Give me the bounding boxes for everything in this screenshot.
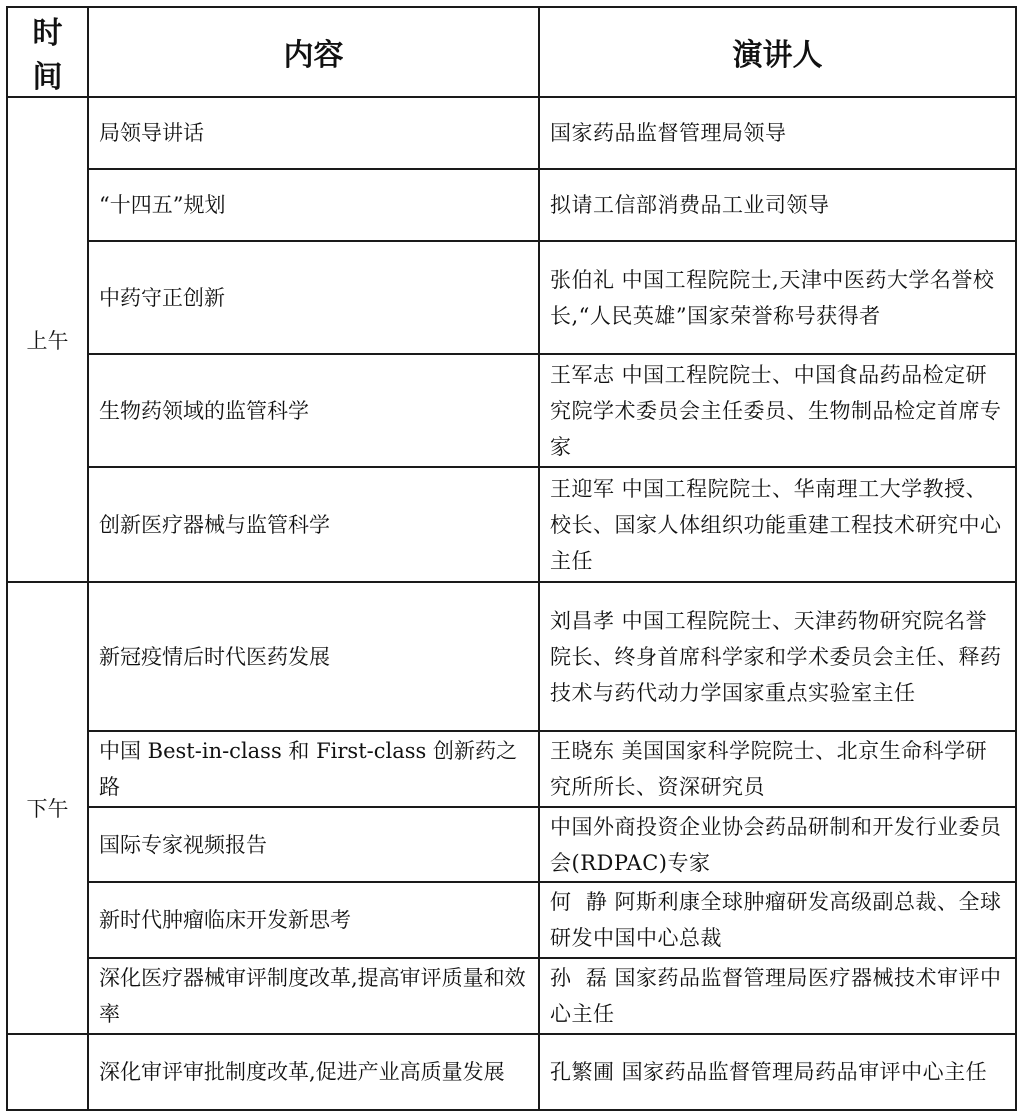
row-content: 中国 Best-in-class 和 First-class 创新药之路 xyxy=(88,731,539,807)
header-time: 时间 xyxy=(7,7,88,97)
row-speaker: 孙 磊 国家药品监督管理局医疗器械技术审评中心主任 xyxy=(539,958,1016,1034)
row-content: 新冠疫情后时代医药发展 xyxy=(88,582,539,731)
row-content: 深化医疗器械审评制度改革,提高审评质量和效率 xyxy=(88,958,539,1034)
row-speaker: 国家药品监督管理局领导 xyxy=(539,97,1016,169)
table-row xyxy=(7,354,1016,467)
row-content: 中药守正创新 xyxy=(88,241,539,354)
session-afternoon: 下午 xyxy=(7,582,88,1034)
row-speaker: 刘昌孝 中国工程院院士、天津药物研究院名誉院长、终身首席科学家和学术委员会主任、释药技术与药代动力学国家重点实验室主任 xyxy=(539,582,1016,731)
row-speaker: 张伯礼 中国工程院院士,天津中医药大学名誉校长,“人民英雄”国家荣誉称号获得者 xyxy=(539,241,1016,354)
table-row xyxy=(7,807,1016,882)
row-speaker: 何 静 阿斯利康全球肿瘤研发高级副总裁、全球研发中国中心总裁 xyxy=(539,882,1016,958)
row-content: 创新医疗器械与监管科学 xyxy=(88,467,539,582)
agenda-table xyxy=(6,6,1017,1111)
header-content: 内容 xyxy=(88,7,539,97)
row-content: 新时代肿瘤临床开发新思考 xyxy=(88,882,539,958)
header-speaker: 演讲人 xyxy=(539,7,1016,97)
table-row xyxy=(7,958,1016,1034)
row-content: 国际专家视频报告 xyxy=(88,807,539,882)
row-speaker: 中国外商投资企业协会药品研制和开发行业委员会(RDPAC)专家 xyxy=(539,807,1016,882)
table-row xyxy=(7,1034,1016,1110)
row-speaker: 孔繁圃 国家药品监督管理局药品审评中心主任 xyxy=(539,1034,1016,1110)
row-speaker: 王军志 中国工程院院士、中国食品药品检定研究院学术委员会主任委员、生物制品检定首席专家 xyxy=(539,354,1016,467)
row-content: 生物药领域的监管科学 xyxy=(88,354,539,467)
table-row xyxy=(7,582,1016,731)
table-row xyxy=(7,169,1016,241)
row-content: “十四五”规划 xyxy=(88,169,539,241)
table-row xyxy=(7,882,1016,958)
table-row xyxy=(7,467,1016,582)
row-content: 局领导讲话 xyxy=(88,97,539,169)
session-last xyxy=(7,1034,88,1110)
table-row xyxy=(7,241,1016,354)
row-speaker: 王晓东 美国国家科学院院士、北京生命科学研究所所长、资深研究员 xyxy=(539,731,1016,807)
session-morning: 上午 xyxy=(7,97,88,582)
table-row xyxy=(7,97,1016,169)
table-row xyxy=(7,731,1016,807)
row-content: 深化审评审批制度改革,促进产业高质量发展 xyxy=(88,1034,539,1110)
header-row xyxy=(7,7,1016,97)
row-speaker: 拟请工信部消费品工业司领导 xyxy=(539,169,1016,241)
row-speaker: 王迎军 中国工程院院士、华南理工大学教授、校长、国家人体组织功能重建工程技术研究中心主任 xyxy=(539,467,1016,582)
